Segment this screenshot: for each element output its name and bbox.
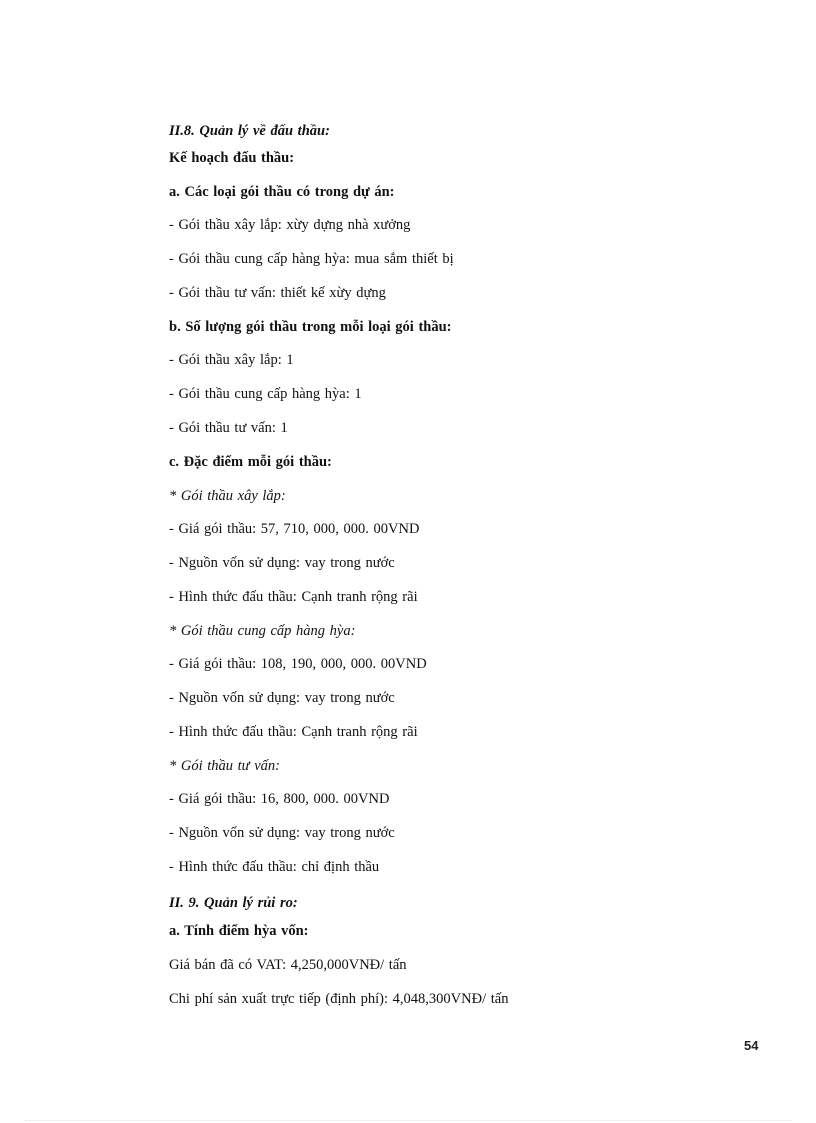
- breakeven-heading: a. Tính điểm hỳa vốn:: [169, 923, 309, 939]
- package-features-heading: c. Đặc điểm mỗi gói thầu:: [169, 454, 332, 470]
- package-count-item: - Gói thầu xây lắp: 1: [169, 352, 294, 368]
- bidding-plan-heading: Kế hoạch đấu thầu:: [169, 150, 295, 166]
- construction-package-form: - Hình thức đấu thầu: Cạnh tranh rộng rãi: [169, 589, 418, 605]
- package-type-item: - Gói thầu cung cấp hàng hỳa: mua sắm thiết bị: [169, 251, 454, 267]
- package-type-item: - Gói thầu xây lắp: xừy dựng nhà xưởng: [169, 217, 411, 233]
- package-count-heading: b. Số lượng gói thầu trong mỗi loại gói thầu:: [169, 319, 452, 335]
- package-types-heading: a. Các loại gói thầu có trong dự án:: [169, 184, 395, 200]
- section-bidding-title: II.8. Quản lý về đấu thầu:: [169, 123, 330, 139]
- page-bottom-divider: [25, 1120, 791, 1121]
- goods-package-title: * Gói thầu cung cấp hàng hỳa:: [169, 623, 356, 639]
- consulting-package-form: - Hình thức đấu thầu: chỉ định thầu: [169, 859, 380, 875]
- construction-package-funding: - Nguồn vốn sử dụng: vay trong nước: [169, 555, 395, 571]
- direct-cost-line: Chi phí sản xuất trực tiếp (định phí): 4,048,300VNĐ/ tấn: [169, 991, 509, 1007]
- section-risk-title: II. 9. Quản lý rủi ro:: [169, 895, 298, 911]
- goods-package-form: - Hình thức đấu thầu: Cạnh tranh rộng rãi: [169, 724, 418, 740]
- package-count-item: - Gói thầu tư vấn: 1: [169, 420, 288, 436]
- consulting-package-price: - Giá gói thầu: 16, 800, 000. 00VND: [169, 791, 390, 807]
- package-count-item: - Gói thầu cung cấp hàng hỳa: 1: [169, 386, 362, 402]
- consulting-package-funding: - Nguồn vốn sử dụng: vay trong nước: [169, 825, 395, 841]
- construction-package-title: * Gói thầu xây lắp:: [169, 488, 286, 504]
- consulting-package-title: * Gói thầu tư vấn:: [169, 758, 280, 774]
- page-number: 54: [744, 1038, 759, 1053]
- package-type-item: - Gói thầu tư vấn: thiết kế xừy dựng: [169, 285, 386, 301]
- selling-price-line: Giá bán đã có VAT: 4,250,000VNĐ/ tấn: [169, 957, 407, 973]
- goods-package-price: - Giá gói thầu: 108, 190, 000, 000. 00VND: [169, 656, 427, 672]
- construction-package-price: - Giá gói thầu: 57, 710, 000, 000. 00VND: [169, 521, 420, 537]
- goods-package-funding: - Nguồn vốn sử dụng: vay trong nước: [169, 690, 395, 706]
